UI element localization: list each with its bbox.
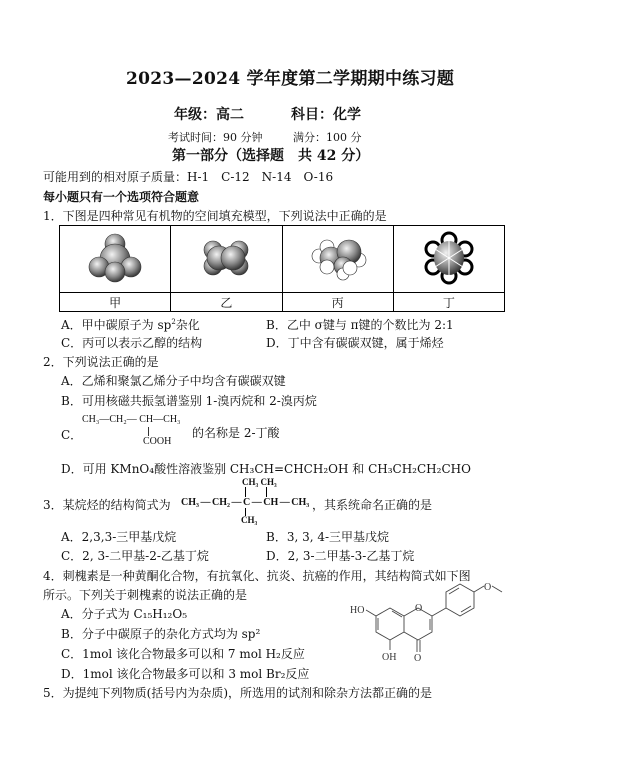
instruction: 每小题只有一个选项符合题意 [43, 190, 200, 204]
q2-option-b: B．可用核磁共振氢谱鉴别 1-溴丙烷和 2-溴丙烷 [61, 394, 317, 408]
svg-text:O: O [484, 582, 492, 593]
model-label-yi: 乙 [171, 293, 282, 312]
model-cell-bing [282, 226, 393, 293]
bond-line [148, 427, 149, 436]
methane-model-icon [80, 230, 150, 286]
acacetin-structure-icon [340, 582, 540, 680]
q3-formula-main: CH₃ — CH₂ — C — CH — CH₃ [181, 497, 310, 508]
page-title: 2023—2024 学年度第二学期期中练习题 [126, 69, 455, 89]
q4-stem-line2: 所示。下列关于刺槐素的说法正确的是 [43, 588, 248, 602]
q1-option-d: D．丁中含有碳碳双键，属于烯烃 [266, 336, 444, 350]
q3-stem-pre: 3．某烷烃的结构简式为 [43, 498, 171, 512]
benzene-model-icon [414, 230, 484, 286]
ethanol-model-icon [303, 230, 373, 286]
models-table [59, 225, 505, 312]
grade-label: 年级：高二 [174, 107, 244, 123]
model-label-bing: 丙 [282, 293, 393, 312]
q1-option-c: C．丙可以表示乙醇的结构 [61, 336, 203, 350]
ethylene-model-icon [191, 230, 261, 286]
section-title: 第一部分（选择题 共 42 分） [172, 148, 370, 164]
exam-time: 考试时间：90 分钟 [168, 131, 263, 144]
q4-stem-line1: 4．刺槐素是一种黄酮化合物，有抗氧化、抗炎、抗癌的作用，其结构简式如下图 [43, 569, 471, 583]
model-cell-jia [60, 226, 171, 293]
q3-option-a: A．2,3,3-三甲基戊烷 [61, 530, 177, 544]
model-label-jia: 甲 [60, 293, 171, 312]
q3-formula-bottom: CH₃ [241, 515, 258, 525]
model-cell-ding [393, 226, 504, 293]
model-cell-yi [171, 226, 282, 293]
q1-option-b: B．乙中 σ键与 π键的个数比为 2:1 [266, 318, 454, 332]
q4-option-c: C．1mol 该化合物最多可以和 7 mol H₂反应 [61, 647, 305, 661]
q4-option-d: D．1mol 该化合物最多可以和 3 mol Br₂反应 [61, 667, 310, 681]
q5-stem: 5．为提纯下列物质(括号内为杂质)，所选用的试剂和除杂方法都正确的是 [43, 686, 433, 700]
q3-option-d: D．2, 3-二甲基-3-乙基丁烷 [266, 549, 415, 563]
q3-formula-top: CH₃ CH₃ [242, 477, 277, 487]
full-score: 满分：100 分 [293, 131, 362, 144]
q2-option-c-formula-top: CH₃—CH₂— CH—CH₃ [82, 414, 181, 425]
q2-option-d: D．可用 KMnO₄酸性溶液鉴别 CH₃CH=CHCH₂OH 和 CH₃CH₂CH₂CHO [61, 462, 471, 476]
model-label-ding: 丁 [393, 293, 504, 312]
q2-option-a: A．乙烯和聚氯乙烯分子中均含有碳碳双键 [61, 374, 286, 388]
svg-text:HO: HO [350, 605, 365, 616]
atomic-masses: 可能用到的相对原子质量：H-1 C-12 N-14 O-16 [43, 170, 334, 184]
q2-option-c-label: C． [61, 428, 83, 442]
q1-option-a: A．甲中碳原子为 $sp^2$杂化 [61, 318, 200, 332]
q2-option-c-tail: 的名称是 2-丁酸 [192, 426, 280, 440]
q3-option-c: C．2, 3-二甲基-2-乙基丁烷 [61, 549, 209, 563]
q4-option-a: A．分子式为 C₁₅H₁₂O₅ [61, 607, 188, 621]
q2-stem: 2．下列说法正确的是 [43, 355, 159, 369]
bond-line [245, 487, 246, 497]
subject-label: 科目：化学 [291, 107, 361, 123]
svg-text:OH: OH [382, 652, 397, 663]
q4-option-b: B．分子中碳原子的杂化方式均为 sp² [61, 627, 261, 641]
q1-stem: 1．下图是四种常见有机物的空间填充模型，下列说法中正确的是 [43, 209, 387, 223]
svg-text:O: O [414, 653, 422, 664]
q2-option-c-formula-bottom: COOH [143, 436, 172, 447]
q3-option-b: B．3, 3, 4-三甲基戊烷 [266, 530, 390, 544]
svg-text:O: O [415, 603, 423, 614]
bond-line [266, 487, 267, 497]
q3-stem-post: ，其系统命名正确的是 [312, 498, 433, 512]
